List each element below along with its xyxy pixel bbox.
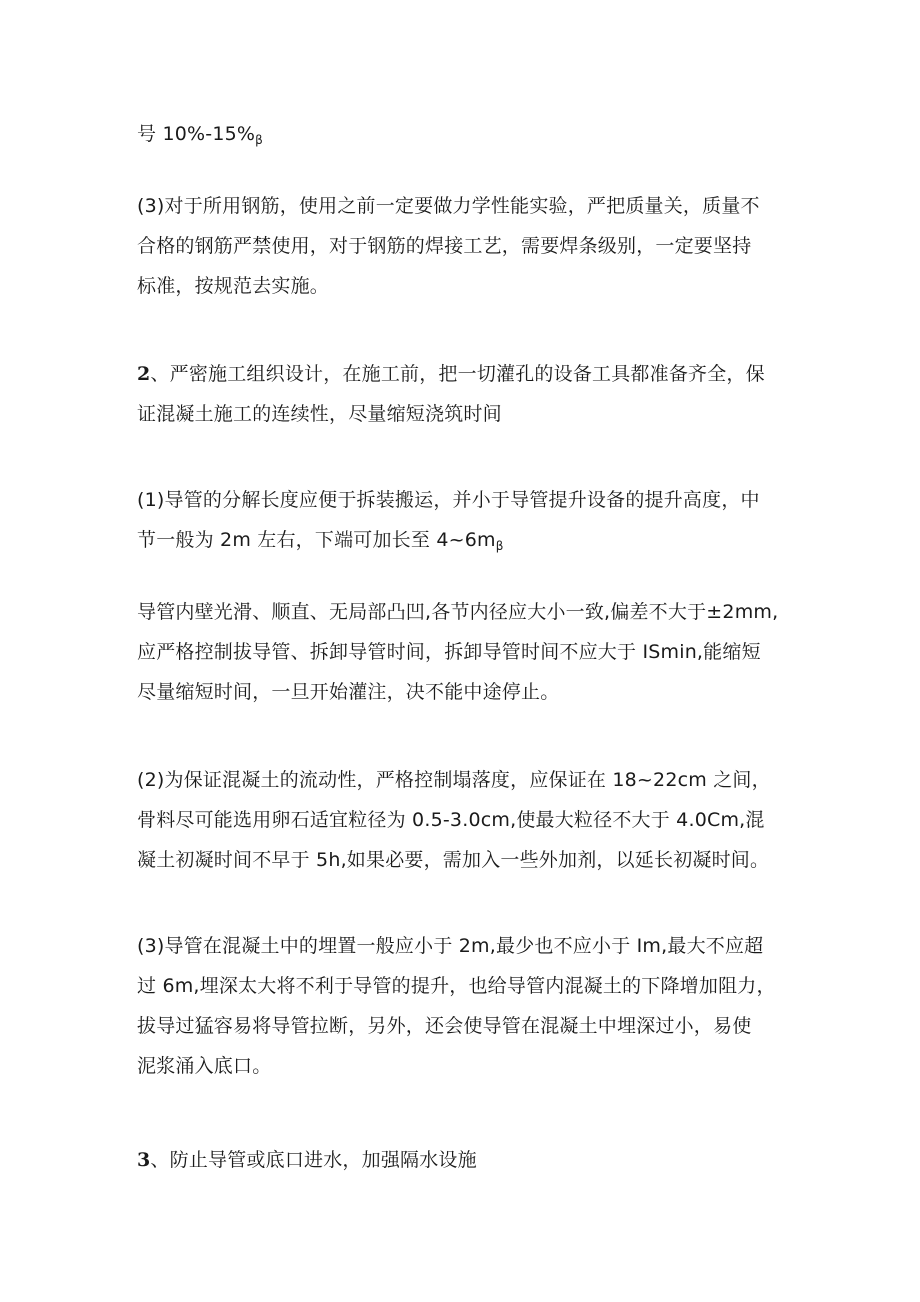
text-line: 凝土初凝时间不早于 5h,如果必要，需加入一些外加剂，以延长初凝时间。 xyxy=(137,849,770,871)
subscript-mark: β xyxy=(495,539,504,553)
text-line: 拔导过猛容易将导管拉断，另外，还会使导管在混凝土中埋深过小，易使 xyxy=(137,1015,752,1037)
subscript-mark: β xyxy=(255,133,264,147)
text-line: 骨料尽可能选用卵石适宜粒径为 0.5-3.0cm,使最大粒径不大于 4.0Cm,混 xyxy=(137,809,765,831)
line-text: 号 10%-15% xyxy=(137,123,256,145)
text-line xyxy=(137,114,797,160)
text-line: (3)导管在混凝土中的埋置一般应小于 2m,最少也不应小于 Im,最大不应超 xyxy=(137,935,764,957)
line-text: 节一般为 2m 左右，下端可加长至 4~6m xyxy=(137,529,496,551)
text-line xyxy=(137,520,797,566)
section-number: 3 xyxy=(137,1149,151,1171)
text-line: 证混凝土施工的连续性，尽量缩短浇筑时间 xyxy=(137,403,502,425)
text-line: (2)为保证混凝土的流动性，严格控制塌落度，应保证在 18~22cm 之间， xyxy=(137,769,771,791)
paragraph-3 xyxy=(137,354,797,434)
paragraph-7 xyxy=(137,926,797,1086)
text-line: 合格的钢筋严禁使用，对于钢筋的焊接工艺，需要焊条级别，一定要坚持 xyxy=(137,235,752,257)
paragraph-6 xyxy=(137,760,797,880)
text-line: 应严格控制拔导管、拆卸导管时间，拆卸导管时间不应大于 ISmin,能缩短 xyxy=(137,641,761,663)
text-line xyxy=(137,1140,797,1180)
text-line: (1)导管的分解长度应便于拆装搬运，并小于导管提升设备的提升高度，中 xyxy=(137,489,760,511)
paragraph-4 xyxy=(137,480,797,566)
text-line: 导管内壁光滑、顺直、无局部凸凹,各节内径应大小一致,偏差不大于±2mm, xyxy=(137,601,779,623)
text-line: 标准，按规范去实施。 xyxy=(137,275,330,297)
text-line: 过 6m,埋深太大将不利于导管的提升，也给导管内混凝土的下降增加阻力， xyxy=(137,975,776,997)
text-line xyxy=(137,354,797,394)
section-number: 2 xyxy=(137,363,151,385)
text-line: (3)对于所用钢筋，使用之前一定要做力学性能实验，严把质量关，质量不 xyxy=(137,195,760,217)
text-line: 泥浆涌入底口。 xyxy=(137,1055,272,1077)
paragraph-8 xyxy=(137,1140,797,1180)
paragraph-5 xyxy=(137,592,797,712)
line-text: 、严密施工组织设计，在施工前，把一切灌孔的设备工具都准备齐全，保 xyxy=(150,363,765,385)
paragraph-1 xyxy=(137,114,797,160)
text-line: 尽量缩短时间，一旦开始灌注，决不能中途停止。 xyxy=(137,681,560,703)
paragraph-2 xyxy=(137,186,797,306)
line-text: 、防止导管或底口进水，加强隔水设施 xyxy=(150,1149,477,1171)
